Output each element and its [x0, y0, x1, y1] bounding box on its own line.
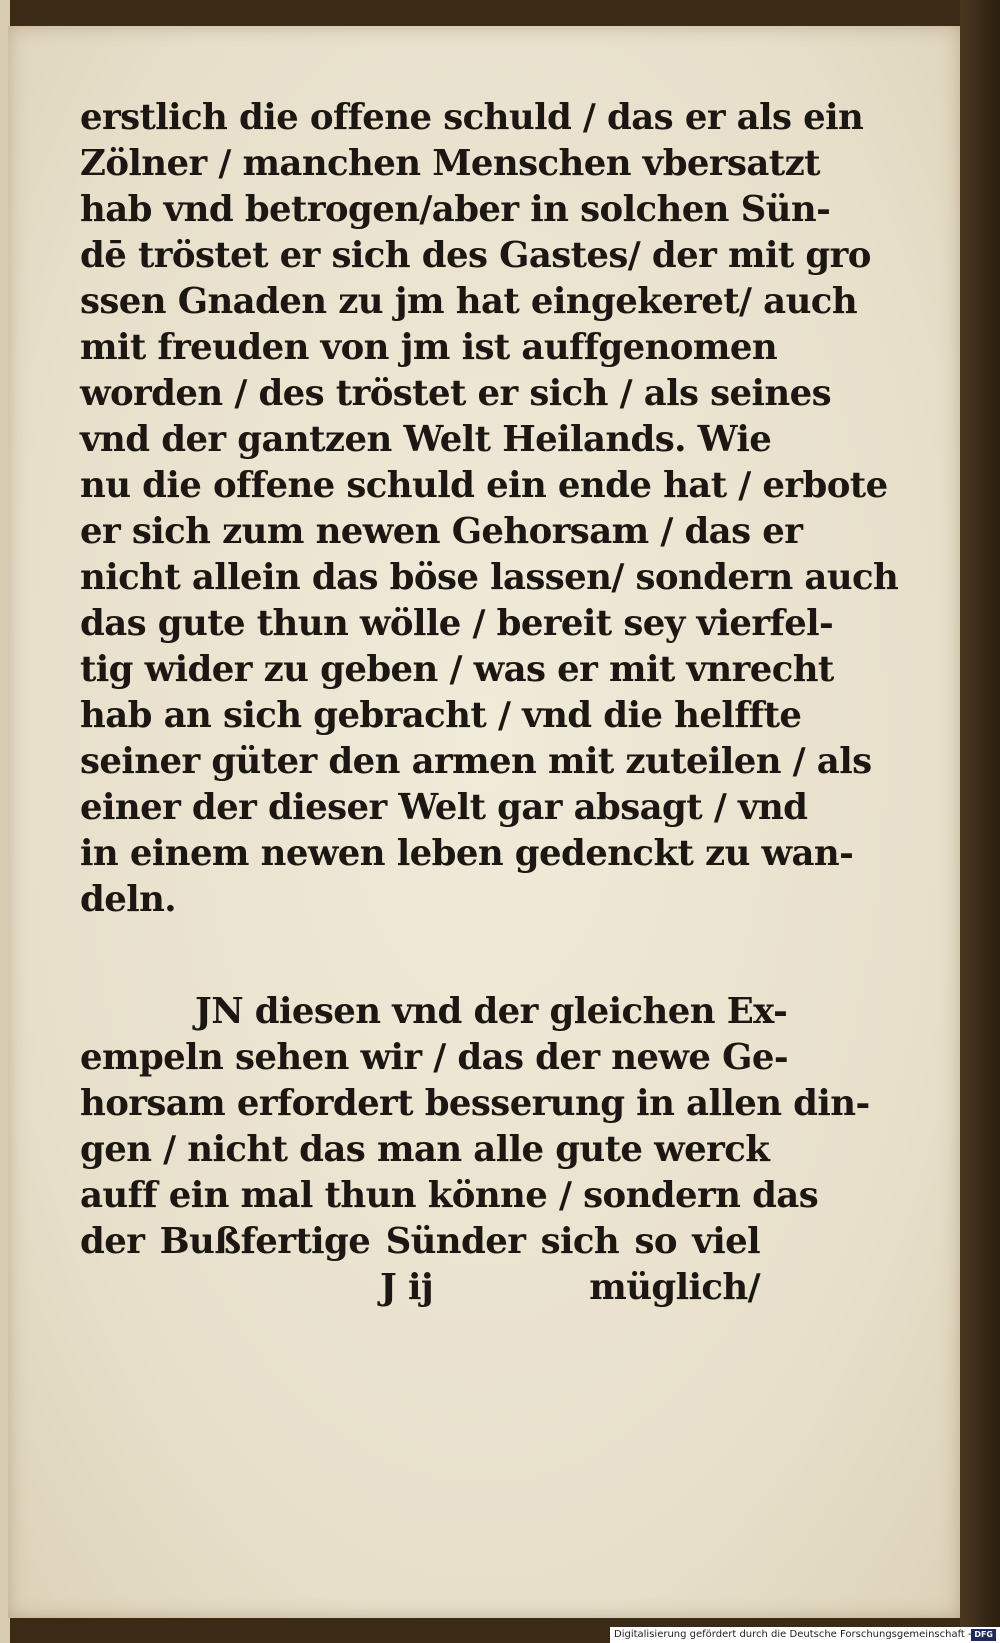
text-line: nu die offene schuld ein ende hat / erbote: [80, 465, 888, 506]
text-line: mit freuden von jm ist auffgenomen: [80, 327, 778, 368]
text-line: ssen Gnaden zu jm hat eingekeret/ auch: [80, 281, 858, 322]
text-line: in einem newen leben gedenckt zu wan-: [80, 833, 854, 874]
page-text-block: [80, 95, 899, 1311]
text-line: nicht allein das böse lassen/ sondern auch: [80, 557, 899, 598]
text-line: auff ein mal thun könne / sondern das: [80, 1175, 819, 1216]
text-line: tig wider zu geben / was er mit vnrecht: [80, 649, 834, 690]
dfg-logo: DFG: [971, 1629, 996, 1641]
text-line: deln.: [80, 879, 177, 920]
text-line: Zölner / manchen Menschen vbersatzt: [80, 143, 820, 184]
text-line: empeln sehen wir / das der newe Ge-: [80, 1037, 788, 1078]
text-line: das gute thun wölle / bereit sey vierfel-: [80, 603, 834, 644]
digitization-footer: [610, 1627, 1000, 1643]
text-line: einer der dieser Welt gar absagt / vnd: [80, 787, 808, 828]
text-line: erstlich die offene schuld / das er als ein: [80, 97, 864, 138]
text-line: hab an sich gebracht / vnd die helffte: [80, 695, 802, 736]
text-line: seiner güter den armen mit zuteilen / als: [80, 741, 872, 782]
text-line: gen / nicht das man alle gute werck: [80, 1129, 770, 1170]
text-line: worden / des tröstet er sich / als seines: [80, 373, 832, 414]
paragraph-gap: [80, 923, 760, 989]
text-line: der Bußfertige Sünder sich so viel: [80, 1221, 760, 1262]
text-line: dē tröstet er sich des Gastes/ der mit gro: [80, 235, 871, 276]
catchword: müglich/: [589, 1267, 760, 1308]
text-line: hab vnd betrogen/aber in solchen Sün-: [80, 189, 831, 230]
text-line: horsam erfordert besserung in allen din-: [80, 1083, 870, 1124]
text-line: vnd der gantzen Welt Heilands. Wie: [80, 419, 772, 460]
signature-mark: J ij: [380, 1267, 434, 1308]
text-line: er sich zum newen Gehorsam / das er: [80, 511, 803, 552]
signature-catchword-line: [80, 1265, 760, 1311]
text-line: JN diesen vnd der gleichen Ex-: [195, 991, 788, 1032]
footer-credit: Digitalisierung gefördert durch die Deutsche Forschungsgemeinschaft -: [614, 1629, 972, 1640]
binding-gutter: [960, 0, 1000, 1643]
